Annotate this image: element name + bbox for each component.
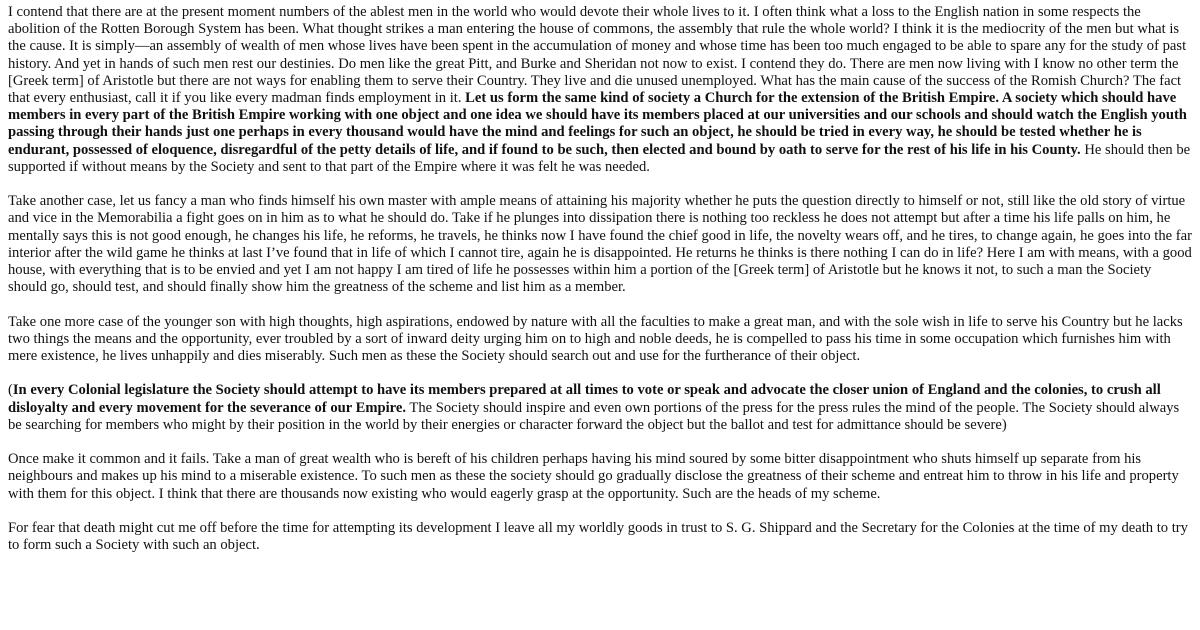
paragraph-4 (8, 382, 1192, 434)
text-run: I contend that there are at the present moment numbers of the ablest men in the world who would devote their whole lives to it. I often think what a loss to the English nation in some respects the abolition of the Rotten Borough System has been. What thought strikes a man entering the house of commons, the assembly that rule the whole world? I think it is the mediocrity of the men but what is the cause. It is simply—an assembly of wealth of men whose lives have been spent in the accumulation of money and whose time has been too much engaged to be able to spare any for the study of past history. And yet in hands of such men rest our destinies. Do men like the great Pitt, and Burke and Sheridan not now to exist. I contend they do. There are men now living with I know no other term the [Greek term] of Aristotle but there are not ways for enabling them to serve their Country. They live and die unused unemployed. What has the main cause of the success of the Romish Church? The fact that every enthusiast, call it if you like every madman finds employment in it. (8, 4, 1187, 107)
text-run: For fear that death might cut me off before the time for attempting its development I leave all my worldly goods in trust to S. G. Shippard and the Secretary for the Colonies at the time of my death to try to form such a Society with such an object. (8, 520, 1188, 554)
paragraph-2 (8, 193, 1192, 296)
paragraph-6 (8, 520, 1192, 554)
text-run: Take another case, let us fancy a man who finds himself his own master with ample means of attaining his majority whether he puts the question directly to himself or not, still like the old story of virtue and vice in the Memorabilia a fight goes on in him as to what he should do. Take if he plunges into dissipation there is nothing too reckless he does not attempt but after a time his life palls on him, he mentally says this is not good enough, he changes his life, he reforms, he travels, he thinks now I have found the chief good in life, the novelty wears off, and he tires, to change again, he goes into the far interior after the wild game he thinks at last I’ve found that in life of which I cannot tire, again he is disappointed. He returns he thinks is there nothing I can do in life? Here I am with means, with a good house, with everything that is to be envied and yet I am not happy I am tired of life he possesses within him a portion of the [Greek term] of Aristotle but he knows it not, to such a man the Society should go, should test, and should finally show him the greatness of the scheme and list him as a member. (8, 193, 1192, 296)
paragraph-5 (8, 451, 1192, 503)
text-run: The Society should inspire and even own portions of the press for the press rules the mind of the people. The Society should always be searching for members who might by their position in the world by their energies or character forward the object but the ballot and test for admittance should be severe) (8, 399, 1180, 433)
text-run: ( (8, 382, 13, 399)
paragraph-3 (8, 314, 1192, 366)
text-run: He should then be supported if without means by the Society and sent to that part of the Empire where it was felt he was needed. (8, 141, 1191, 175)
bold-text-run: In every Colonial legislature the Society should attempt to have its members prepared at all times to vote or speak and advocate the closer union of England and the colonies, to crush all disloyalty and every movement for the severance of our Empire. (8, 382, 1161, 416)
paragraph-1 (8, 4, 1192, 176)
bold-text-run: Let us form the same kind of society a Church for the extension of the British Empire. A society which should have members in every part of the British Empire working with one object and one idea we should have its members placed at our universities and our schools and should watch the English youth passing through their hands just one perhaps in every thousand would have the mind and feelings for such an object, he should be tried in every way, he should be tested whether he is endurant, possessed of eloquence, disregardful of the petty details of life, and if found to be such, then elected and bound by oath to serve for the rest of his life in his County. (8, 90, 1187, 158)
text-run: Once make it common and it fails. Take a man of great wealth who is bereft of his children perhaps having his mind soured by some bitter disappointment who shuts himself up separate from his neighbours and makes up his mind to a miserable existence. To such men as these the society should go gradually disclose the greatness of their scheme and entreat him to throw in his life and property with them for this object. I think that there are thousands now existing who would eagerly grasp at the opportunity. Such are the heads of my scheme. (8, 451, 1179, 502)
text-run: Take one more case of the younger son with high thoughts, high aspirations, endowed by nature with all the faculties to make a great man, and with the sole wish in life to serve his Country but he lacks two things the means and the opportunity, ever troubled by a sort of inward deity urging him on to high and noble deeds, he is compelled to pass his time in some occupation which furnishes him with mere existence, he lives unhappily and dies miserably. Such men as these the Society should search out and use for the furtherance of their object. (8, 313, 1183, 365)
